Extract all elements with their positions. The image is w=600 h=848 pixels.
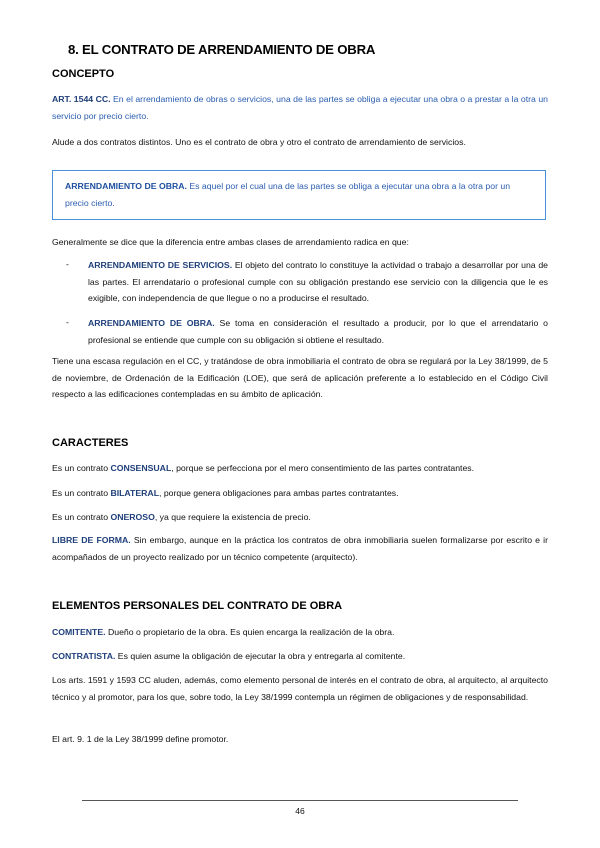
page-number: 46 [295, 806, 305, 816]
contratista-paragraph [52, 648, 548, 665]
bullet-term: ARRENDAMIENTO DE SERVICIOS. [88, 260, 233, 270]
libre-text: Sin embargo, aunque en la práctica los contratos de obra inmobiliaria suelen formalizarse por escrito e ir acompañados de un proyecto realizado por un técnico competente (arquitecto). [52, 535, 548, 562]
caracter-consensual [52, 460, 548, 477]
alude-paragraph: Alude a dos contratos distintos. Uno es el contrato de obra y otro el contrato de arrendamiento de servicios. [52, 137, 466, 147]
libre-term: LIBRE DE FORMA. [52, 535, 131, 545]
caracter-term: ONEROSO [110, 512, 155, 522]
caracter-prefix: Es un contrato [52, 463, 111, 473]
definition-text: Es aquel por el cual una de las partes se obliga a ejecutar una obra a la otra por un precio cierto. [65, 181, 511, 208]
bullet-term: ARRENDAMIENTO DE OBRA. [88, 318, 215, 328]
footer-divider [82, 800, 518, 801]
definition-box [52, 170, 546, 220]
el-art-paragraph: El art. 9. 1 de la Ley 38/1999 define promotor. [52, 734, 229, 744]
section-heading-caracteres: CARACTERES [52, 437, 129, 449]
comitente-paragraph [52, 624, 548, 641]
bullet-item-obra [88, 315, 548, 348]
libre-de-forma-paragraph [52, 532, 548, 565]
article-text: En el arrendamiento de obras o servicios, una de las partes se obliga a ejecutar una obra o a prestar a la otra un servicio por precio cierto. [52, 94, 549, 121]
caracter-term: BILATERAL [110, 488, 160, 498]
bullet-dash: - [66, 259, 69, 269]
bullet-dash: - [66, 317, 69, 327]
section-heading-concepto: CONCEPTO [52, 68, 115, 80]
caracter-text: , ya que requiere la existencia de precio. [154, 512, 311, 522]
caracter-text: , porque genera obligaciones para ambas partes contratantes. [159, 488, 399, 498]
caracter-text: , porque se perfecciona por el mero consentimiento de las partes contratantes. [171, 463, 475, 473]
contratista-text: Es quien asume la obligación de ejecutar la obra y entregarla al comitente. [115, 651, 406, 661]
article-1544-paragraph [52, 91, 548, 124]
bullet-item-servicios [88, 257, 548, 307]
caracter-oneroso [52, 509, 548, 526]
caracter-term: CONSENSUAL [110, 463, 172, 473]
page-title: 8. EL CONTRATO DE ARRENDAMIENTO DE OBRA [68, 42, 376, 57]
caracter-bilateral [52, 485, 548, 502]
caracter-prefix: Es un contrato [52, 512, 111, 522]
tiene-paragraph: Tiene una escasa regulación en el CC, y tratándose de obra inmobiliaria el contrato de obra se regulará por la Ley 38/1999, de 5 de noviembre, de Ordenación de la Edificación (LOE), que será de aplicación preferente a lo establecido en el Código Civil respecto a las edificaciones contempladas en su ámbito de aplicación. [52, 356, 548, 399]
bullet-text: Se toma en consideración el resultado a producir, por lo que el arrendatario o profesional se entiende que cumple con su obligación si obtiene el resultado. [88, 318, 549, 345]
contratista-term: CONTRATISTA. [52, 651, 116, 661]
generalmente-paragraph: Generalmente se dice que la diferencia entre ambas clases de arrendamiento radica en que: [52, 237, 409, 247]
comitente-text: Dueño o propietario de la obra. Es quien encarga la realización de la obra. [105, 627, 395, 637]
caracter-prefix: Es un contrato [52, 488, 111, 498]
arts-paragraph: Los arts. 1591 y 1593 CC aluden, además, como elemento personal de interés en el contrato de obra, al arquitecto, al arquitecto técnico y al promotor, para los que, sobre todo, la Ley 38/1999 contempla un régimen de obligaciones y de responsabilidad. [52, 675, 548, 702]
comitente-term: COMITENTE. [52, 627, 106, 637]
section-heading-elementos: ELEMENTOS PERSONALES DEL CONTRATO DE OBRA [52, 600, 343, 612]
definition-box-text [65, 178, 535, 211]
definition-term: ARRENDAMIENTO DE OBRA. [65, 181, 187, 191]
article-term: ART. 1544 CC. [52, 94, 111, 104]
bullet-text: El objeto del contrato lo constituye la actividad o trabajo a desarrollar por una de las partes. El arrendatario o profesional cumple con su obligación prestando ese servicio con la diligencia que le es exigible, con independencia de que llegue o no a producirse el resultado. [88, 260, 548, 303]
